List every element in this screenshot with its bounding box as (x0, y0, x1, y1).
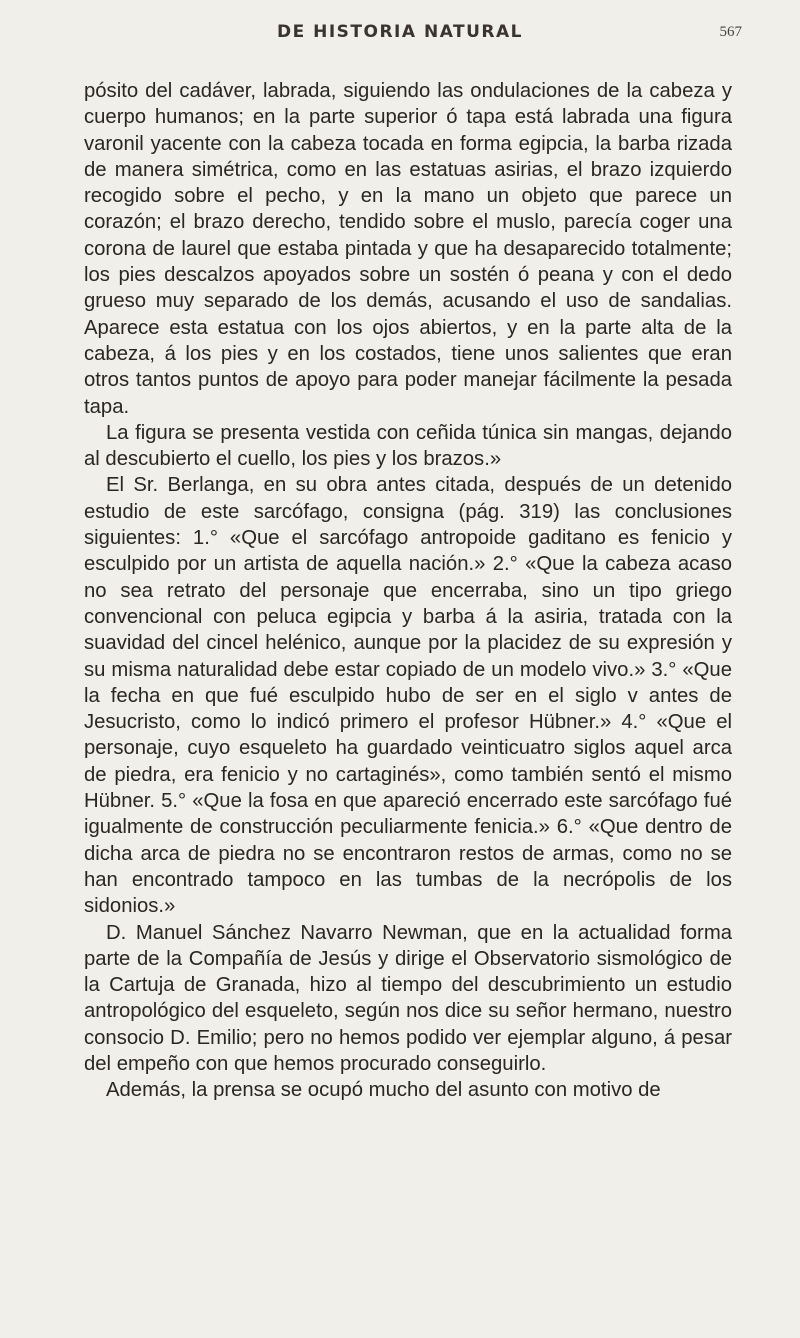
body-text (84, 78, 732, 1104)
paragraph-3: El Sr. Berlanga, en su obra antes citada, después de un detenido estudio de este sarcófago, consigna (pág. 319) las conclusiones siguientes: 1.° «Que el sarcófago antropoide gaditano es fenicio y esculpido por un artista de aquella nación.» 2.° «Que la cabeza acaso no sea retrato del personaje que encerraba, sino un tipo griego convencional con peluca egipcia y barba á la asiria, tratada con la suavidad del cincel helénico, aunque por la placidez de su expresión y su misma naturalidad debe estar copiado de un modelo vivo.» 3.° «Que la fecha en que fué esculpido hubo de ser en el siglo v antes de Jesucristo, como lo indicó primero el profesor Hübner.» 4.° «Que el personaje, cuyo esqueleto ha guardado veinticuatro siglos aquel arca de piedra, era fenicio y no cartaginés», como también sentó el mismo Hübner. 5.° «Que la fosa en que apareció encerrado este sarcófago fué igualmente de construcción peculiarmente fenicia.» 6.° «Que dentro de dicha arca de piedra no se encontraron restos de armas, como no se han encontrado tampoco en las tumbas de la necrópolis de los sidonios.» (84, 474, 732, 918)
paragraph-2: La figura se presenta vestida con ceñida túnica sin mangas, dejando al descubierto el cuello, los pies y los brazos.» (84, 421, 732, 471)
paragraph-5: Además, la prensa se ocupó mucho del asunto con motivo de (106, 1079, 661, 1102)
paragraph-1: pósito del cadáver, labrada, siguiendo las ondulaciones de la cabeza y cuerpo humanos; en la parte superior ó tapa está labrada una figura varonil yacente con la cabeza tocada en forma egipcia, la barba rizada de manera simétrica, como en las estatuas asirias, el brazo izquierdo recogido sobre el pecho, y en la mano un objeto que parece un corazón; el brazo derecho, tendido sobre el muslo, parecía coger una corona de laurel que estaba pintada y que ha desaparecido totalmente; los pies descalzos apoyados sobre un sostén ó peana y con el dedo grueso muy separado de los demás, acusando el uso de sandalias. Aparece esta estatua con los ojos abiertos, y en la parte alta de la cabeza, á los pies y en los costados, tiene unos salientes que eran otros tantos puntos de apoyo para poder manejar fácilmente la pesada tapa. (84, 80, 732, 418)
page-number: 567 (719, 24, 742, 40)
running-head (0, 22, 800, 52)
paragraph-4: D. Manuel Sánchez Navarro Newman, que en la actualidad forma parte de la Compañía de Jesús y dirige el Observatorio sismológico de la Cartuja de Granada, hizo al tiempo del descubrimiento un estudio antropológico del esqueleto, según nos dice su señor hermano, nuestro consocio D. Emilio; pero no hemos podido ver ejemplar alguno, á pesar del empeño con que hemos procurado conseguirlo. (84, 921, 732, 1075)
running-title: DE HISTORIA NATURAL (276, 22, 524, 42)
